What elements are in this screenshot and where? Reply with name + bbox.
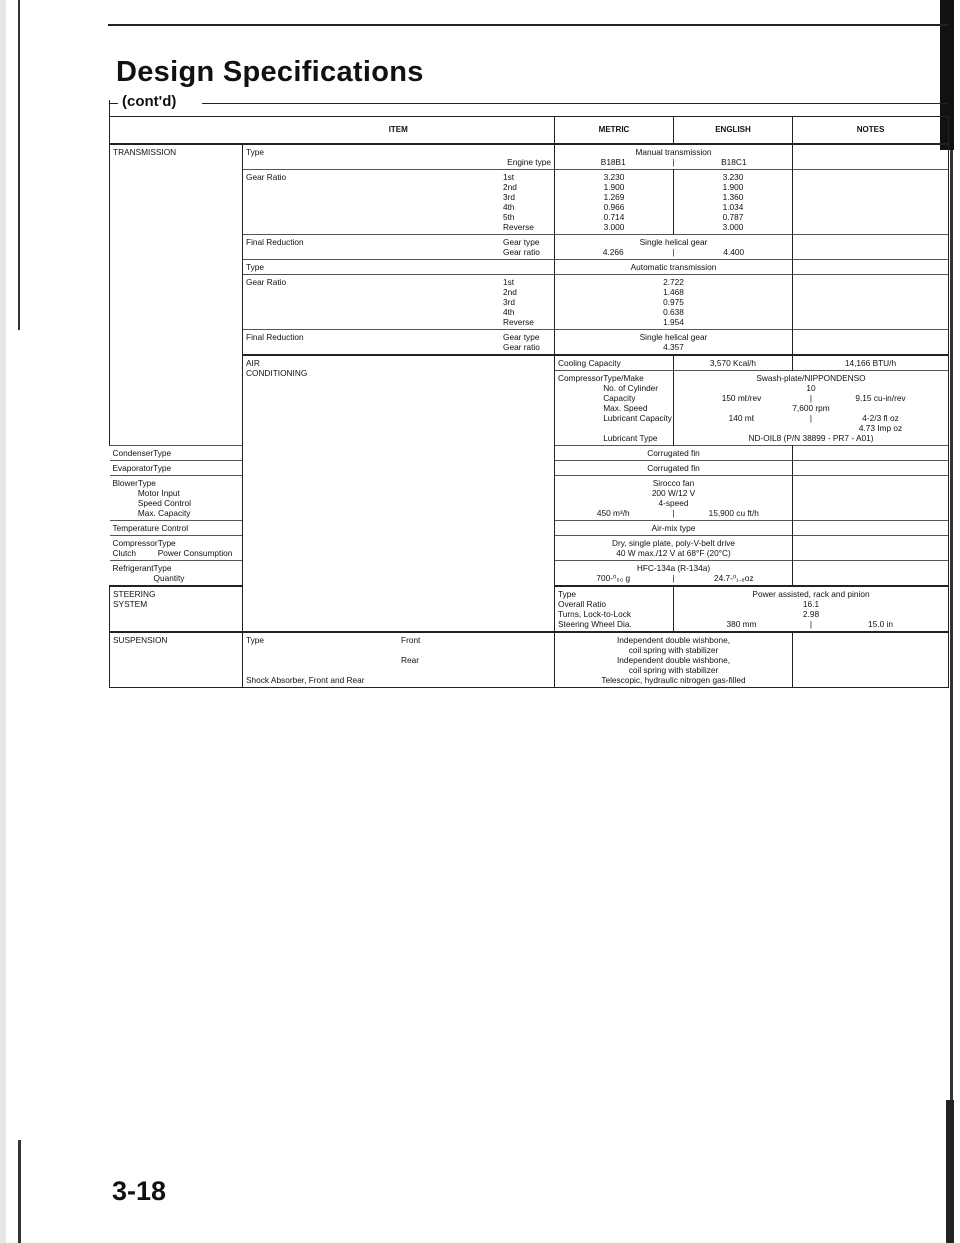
binder-line-top bbox=[18, 0, 20, 330]
metric-value: 3,570 Kcal/h bbox=[674, 355, 793, 371]
item-cell bbox=[110, 446, 243, 461]
item-label: Final Reduction bbox=[246, 237, 304, 247]
value-text: Manual transmission bbox=[635, 147, 712, 157]
english-value: 24.7-⁰₁.₈oz bbox=[713, 573, 754, 583]
value-text: Independent double wishbone, coil spring with stabilizer bbox=[616, 635, 731, 655]
item-cell bbox=[110, 536, 243, 561]
notes-cell bbox=[793, 476, 949, 521]
item-label: Type bbox=[243, 260, 555, 275]
item-label: Compressor bbox=[558, 373, 604, 383]
item-label: Gear Ratio bbox=[246, 172, 287, 182]
notes-cell bbox=[793, 521, 949, 536]
item-sub: Type Power Consumption bbox=[157, 538, 233, 558]
top-rule bbox=[108, 24, 948, 26]
item-sub: Gear type Gear ratio bbox=[503, 332, 540, 352]
item-sub: Front bbox=[401, 635, 421, 645]
item-label: Blower bbox=[112, 478, 138, 488]
header-english: ENGLISH bbox=[674, 117, 793, 145]
value-text: ND-OIL8 (P/N 38899 - PR7 - A01) bbox=[748, 433, 874, 443]
item-cell bbox=[243, 632, 555, 688]
notes-cell bbox=[793, 235, 949, 260]
notes-cell bbox=[793, 461, 949, 476]
contd-rule bbox=[202, 103, 948, 104]
value-text: HFC-134a (R-134a) bbox=[636, 563, 711, 573]
notes-cell bbox=[793, 561, 949, 587]
notes-cell bbox=[793, 260, 949, 275]
value-cell: Sirocco fan 200 W/12 V 4-speed 450 m³/h | 15,900 cu ft/h bbox=[555, 476, 793, 521]
metric-value: 140 mℓ bbox=[728, 413, 755, 423]
header-notes: NOTES bbox=[793, 117, 949, 145]
value-text: 10 bbox=[806, 383, 816, 393]
item-cell bbox=[110, 561, 243, 587]
item-label: Type bbox=[246, 635, 264, 645]
item-cell bbox=[110, 476, 243, 521]
value-cell: Power assisted, rack and pinion 16.1 2.98 380 mm | 15.0 in bbox=[674, 586, 949, 632]
notes-cell bbox=[793, 330, 949, 356]
item-label: Compressor Clutch bbox=[112, 538, 158, 558]
value-text: Corrugated fin bbox=[555, 461, 793, 476]
item-cell bbox=[243, 275, 555, 330]
contd-rule-left bbox=[110, 103, 118, 104]
contd-rule-vertical bbox=[109, 100, 110, 116]
item-label: Gear Ratio bbox=[246, 277, 287, 287]
value-text: 2.722 1.468 0.975 0.638 1.954 bbox=[555, 275, 793, 330]
page-edge-bar-bottom bbox=[946, 1100, 954, 1243]
english-value: 15.0 in bbox=[868, 619, 893, 629]
item-sub: Type Quantity bbox=[153, 563, 185, 583]
english-value: B18C1 bbox=[721, 157, 747, 167]
value-text: Sirocco fan 200 W/12 V 4-speed bbox=[651, 478, 696, 508]
english-value: 4-2/3 fl oz 4.73 Imp oz bbox=[858, 413, 903, 433]
header-metric: METRIC bbox=[555, 117, 674, 145]
notes-cell bbox=[793, 446, 949, 461]
metric-value: 700-⁰₅₀ g bbox=[596, 573, 631, 583]
item-cell bbox=[243, 235, 555, 260]
value-text: Dry, single plate, poly-V-belt drive 40 W max./12 V at 68°F (20°C) bbox=[555, 536, 793, 561]
page-title: Design Specifications bbox=[116, 56, 424, 88]
item-cell bbox=[243, 330, 555, 356]
value-text: Automatic transmission bbox=[555, 260, 793, 275]
system-steering: STEERING SYSTEM bbox=[110, 586, 243, 632]
metric-value: 4.266 bbox=[602, 247, 624, 257]
notes-cell bbox=[793, 275, 949, 330]
item-sub: 1st 2nd 3rd 4th 5th Reverse bbox=[503, 172, 534, 232]
page-edge-line bbox=[950, 150, 953, 1100]
header-item: ITEM bbox=[243, 117, 555, 145]
metric-value: 3.230 1.900 1.269 0.966 0.714 3.000 bbox=[555, 170, 674, 235]
value-cell: Manual transmission B18B1 | B18C1 bbox=[555, 144, 793, 170]
value-cell: Swash-plate/NIPPONDENSO 10 150 mℓ/rev | 9.15 cu-in/rev 7,600 rpm 140 mℓ | 4-2/3 fl oz 4.73 Imp oz ND-OIL8 (P/N 38899 - PR7 - A01) bbox=[674, 371, 949, 446]
metric-value: B18B1 bbox=[600, 157, 626, 167]
item-sub: Type bbox=[153, 448, 172, 458]
value-cell: HFC-134a (R-134a) 700-⁰₅₀ g | 24.7-⁰₁.₈oz bbox=[555, 561, 793, 587]
metric-value: 450 m³/h bbox=[596, 508, 630, 518]
item-cell bbox=[110, 461, 243, 476]
value-text: Single helical gear 4.357 bbox=[555, 330, 793, 356]
table-row bbox=[110, 144, 949, 170]
value-text: Corrugated fin bbox=[555, 446, 793, 461]
metric-value: 150 mℓ/rev bbox=[721, 393, 762, 403]
item-cell bbox=[243, 144, 555, 170]
value-cell bbox=[555, 632, 793, 688]
item-label: Evaporator bbox=[112, 463, 154, 473]
notes-cell bbox=[793, 536, 949, 561]
value-text: Single helical gear bbox=[639, 237, 708, 247]
item-label: Type Overall Ratio Turns, Lock-to-Lock Steering Wheel Dia. bbox=[555, 586, 674, 632]
system-air-conditioning: AIR CONDITIONING bbox=[243, 355, 555, 632]
item-label: Condenser bbox=[112, 448, 154, 458]
spec-table bbox=[109, 116, 949, 688]
value-text: Independent double wishbone, coil spring with stabilizer bbox=[616, 655, 731, 675]
value-text: Telescopic, hydraulic nitrogen gas-filled bbox=[601, 675, 746, 685]
item-label: Type bbox=[246, 147, 264, 157]
system-suspension: SUSPENSION bbox=[110, 632, 243, 688]
value-text: Swash-plate/NIPPONDENSO bbox=[756, 373, 866, 383]
page-number: 3-18 bbox=[112, 1176, 167, 1206]
item-cell bbox=[243, 170, 555, 235]
binder-line-bottom bbox=[18, 1140, 21, 1243]
item-label: Refrigerant bbox=[112, 563, 154, 573]
item-sub: Type Motor Input Speed Control Max. Capacity bbox=[137, 478, 191, 518]
english-value: 14,166 BTU/h bbox=[793, 355, 949, 371]
notes-cell bbox=[793, 170, 949, 235]
table-row bbox=[110, 632, 949, 688]
metric-value: 380 mm bbox=[726, 619, 757, 629]
item-sub: 1st 2nd 3rd 4th Reverse bbox=[503, 277, 534, 327]
contd-label: (cont'd) bbox=[122, 93, 177, 110]
value-text: Air-mix type bbox=[555, 521, 793, 536]
system-transmission: TRANSMISSION bbox=[110, 144, 243, 446]
value-text: 7,600 rpm bbox=[792, 403, 830, 413]
item-cell bbox=[555, 371, 674, 446]
item-sub: Type bbox=[153, 463, 172, 473]
item-label: Temperature Control bbox=[110, 521, 243, 536]
item-label: Cooling Capacity bbox=[555, 355, 674, 371]
value-cell: Single helical gear 4.266 | 4.400 bbox=[555, 235, 793, 260]
item-sub: Engine type bbox=[507, 157, 551, 167]
item-label: Final Reduction bbox=[246, 332, 304, 342]
notes-cell bbox=[793, 632, 949, 688]
item-label: Shock Absorber, Front and Rear bbox=[246, 675, 365, 685]
item-sub: Type/Make No. of Cylinder Capacity Max. Speed Lubricant Capacity Lubricant Type bbox=[603, 373, 672, 443]
english-value: 3.230 1.900 1.360 1.034 0.787 3.000 bbox=[674, 170, 793, 235]
item-sub: Rear bbox=[401, 655, 419, 665]
table-header-row bbox=[110, 117, 949, 145]
english-value: 4.400 bbox=[723, 247, 745, 257]
notes-cell bbox=[793, 144, 949, 170]
value-text: Power assisted, rack and pinion 16.1 2.98 bbox=[752, 589, 870, 619]
header-blank bbox=[110, 117, 243, 145]
item-sub: Gear type Gear ratio bbox=[503, 237, 540, 257]
binder-edge bbox=[0, 0, 6, 1243]
english-value: 15,900 cu ft/h bbox=[708, 508, 759, 518]
english-value: 9.15 cu-in/rev bbox=[855, 393, 906, 403]
